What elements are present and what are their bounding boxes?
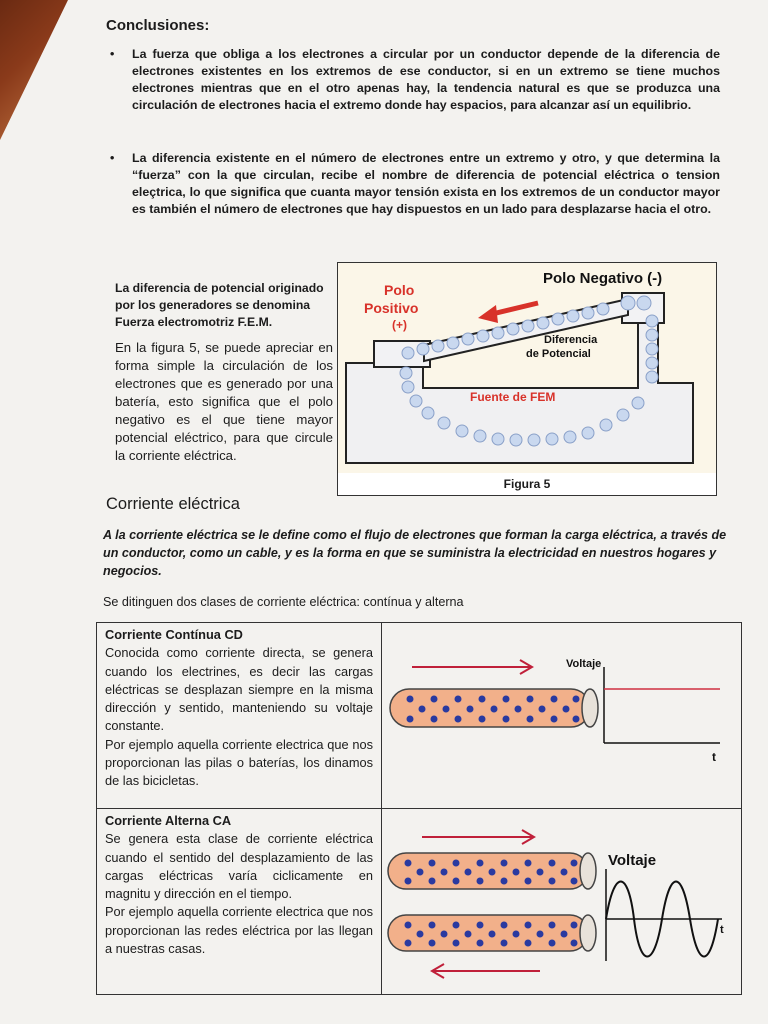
current-section-title: Corriente eléctrica [106,495,240,513]
bullet-dot: • [110,151,115,165]
figure-5 [337,262,717,496]
label-potential-difference-2: de Potencial [526,348,591,360]
label-positive-pole-2: Positivo [364,300,419,316]
current-types-table [96,622,742,995]
label-positive-pole-3: (+) [392,318,407,332]
dc-time-label: t [712,750,716,764]
conclusion-text-2: La diferencia existente en el número de electrones entre un extremo y otro, y que determina la “fuerza” con la que circulan, recibe el nombre de diferencia de potencial eléctrica o tension eleçtrica, lo que significa que cuanta mayor tensión exista en los extremos de un conductor mayor es también el número de electrones que hay dispuestos en un lado para desplazarse hacia el otro. [132,151,720,216]
dc-voltage-label: Voltaje [566,658,602,670]
label-potential-difference-1: Diferencia [544,334,598,346]
ac-example: Por ejemplo aquella corriente electrica que nos proporcionan las redes eléctrica por las llegan a nuestras casas. [105,904,373,957]
conclusion-bullet-1 [110,46,722,128]
figure-description-paragraph: En la figura 5, se puede apreciar en forma simple la circulación de los electrones que es generado por una batería, esto significa que el polo negativo es el que tiene mayor potencial eléctrico, para que circule la corriente eléctrica. [115,340,333,463]
ac-diagram-cell [382,809,742,995]
table-row-ac [97,809,742,995]
conclusions-title: Conclusiones: [106,17,210,34]
conclusion-bullet-2 [110,150,722,230]
ac-text-cell [97,809,382,995]
label-positive-pole-1: Polo [384,282,415,298]
dc-title: Corriente Contínua CD [105,627,243,642]
current-types-intro: Se ditinguen dos clases de corriente eléctrica: contínua y alterna [103,595,464,609]
dc-example: Por ejemplo aquella corriente electrica que nos proporcionan las pilas o baterías, los dinamos de las bicicletas. [105,736,373,789]
figure-caption: Figura 5 [503,477,551,491]
dc-text-cell [97,623,382,809]
dc-diagram [382,623,740,803]
table-row-dc [97,623,742,809]
ac-diagram [382,809,740,989]
current-definition: A la corriente eléctrica se le define como el flujo de electrones que forman la carga eléctrica, a través de un conductor, como un cable, y es la forma en que se suministra la electricidad en nuestros hogares y negocios. [103,528,727,578]
ac-body: Se genera esta clase de corriente eléctrica cuando el sentido del desplazamiento de las cargas eléctricas varía ciclicamente en magnitu y dirección en el tiempo. [105,831,373,902]
fem-paragraph: La diferencia de potencial originado por los generadores se denomina Fuerza electromotriz F.E.M. [115,281,324,329]
label-negative-pole: Polo Negativo (-) [543,270,663,287]
figure-explanation [115,280,333,473]
label-fem-source: Fuente de FEM [470,390,556,404]
ac-time-label: t [720,924,724,936]
fem-diagram [338,263,716,473]
dc-body: Conocida como corriente directa, se genera cuando los electrines, es decir las cargas eléctricas se desplazan siempre en la misma dirección y sentido, manteniendo su voltaje constante. [105,645,373,734]
conclusion-text-1: La fuerza que obliga a los electrones a circular por un conductor depende de la diferencia de electrones existentes en los extremos de ese conductor, si en un extremo se tiene muchos electrones mientras que en el otro apenas hay, la tendencia natural es que se produzca una circulación de electrones hacia el extremo donde hay espacios, para alcanzar así un equilibrio. [132,47,720,112]
ac-voltage-label: Voltaje [608,852,657,869]
dc-diagram-cell [382,623,742,809]
ac-title: Corriente Alterna CA [105,813,232,828]
bullet-dot: • [110,47,115,61]
